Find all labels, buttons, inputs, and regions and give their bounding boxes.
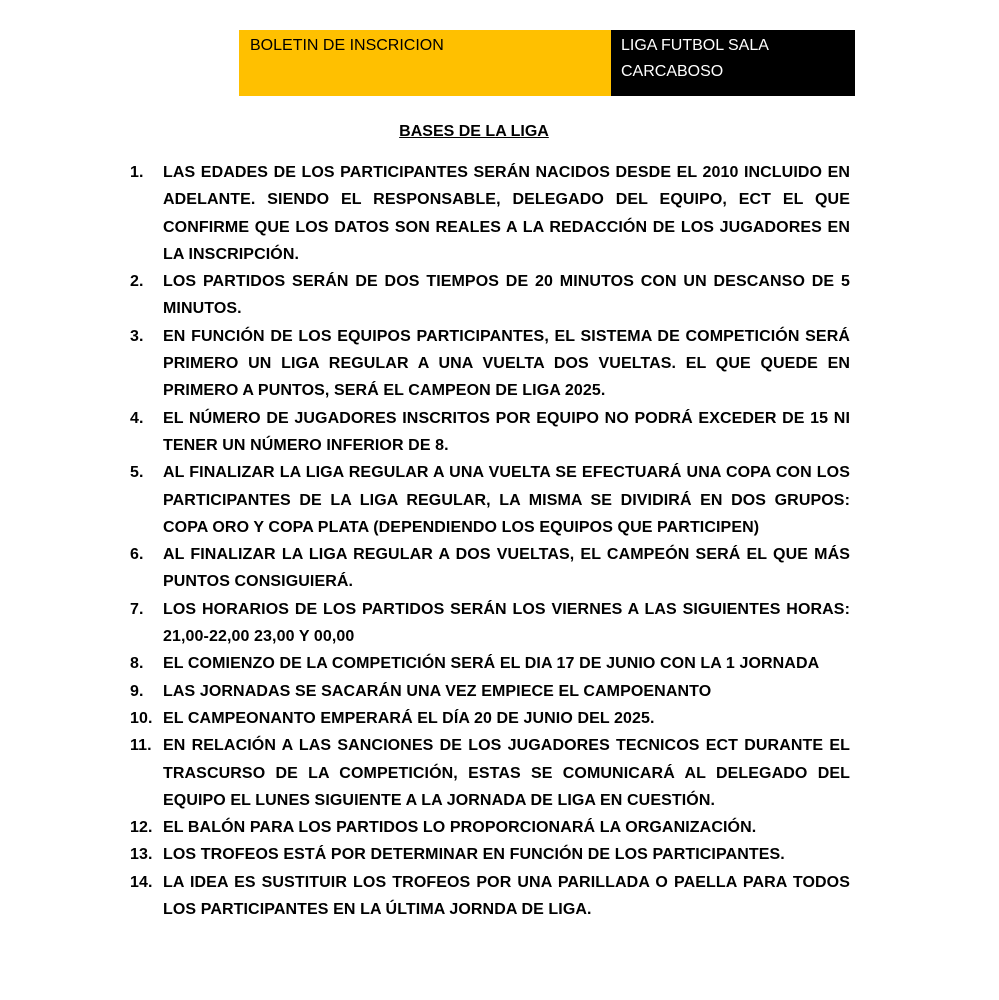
rule-number: 7. xyxy=(130,600,144,618)
rule-text: LA IDEA ES SUSTITUIR LOS TROFEOS POR UNA PARILLADA O PAELLA PARA TODOS LOS PARTICIPANTES EN LA ÚLTIMA JORNDA DE LIGA. xyxy=(163,873,850,919)
rule-text: LOS TROFEOS ESTÁ POR DETERMINAR EN FUNCIÓN DE LOS PARTICIPANTES. xyxy=(163,846,785,864)
rule-text: EL NÚMERO DE JUGADORES INSCRITOS POR EQUIPO NO PODRÁ EXCEDER DE 15 NI TENER UN NÚMERO INFERIOR DE 8. xyxy=(163,409,850,454)
league-name-label xyxy=(611,30,855,96)
rule-item xyxy=(130,869,850,924)
rule-number: 6. xyxy=(130,546,144,564)
rule-number: 3. xyxy=(130,327,144,345)
rule-item xyxy=(130,814,850,841)
rule-item xyxy=(130,841,850,868)
rule-text: EN FUNCIÓN DE LOS EQUIPOS PARTICIPANTES, EL SISTEMA DE COMPETICIÓN SERÁ PRIMERO UN LIGA REGULAR A UNA VUELTA DOS VUELTAS. EL QUE QUEDE EN PRIMERO A PUNTOS, SERÁ EL CAMPEON DE LIGA 2025. xyxy=(163,327,850,400)
rule-item xyxy=(130,459,850,541)
rule-number: 12. xyxy=(130,819,153,837)
registration-form-label xyxy=(239,30,611,96)
rule-number: 8. xyxy=(130,655,144,673)
rule-number: 13. xyxy=(130,846,153,864)
registration-form-text: BOLETIN DE INSCRICION xyxy=(250,37,444,54)
rule-item xyxy=(130,650,850,677)
rule-number: 2. xyxy=(130,273,144,291)
rule-number: 14. xyxy=(130,873,153,891)
rules-list xyxy=(130,159,850,923)
rule-item xyxy=(130,405,850,460)
rule-text: LAS EDADES DE LOS PARTICIPANTES SERÁN NACIDOS DESDE EL 2010 INCLUIDO EN ADELANTE. SIENDO EL RESPONSABLE, DELEGADO DEL EQUIPO, ECT EL QUE CONFIRME QUE LOS DATOS SON REALES A LA REDACCIÓN DE LOS JUGADORES EN LA INSCRIPCIÓN. xyxy=(163,164,850,263)
rule-number: 11. xyxy=(130,737,152,755)
rule-text: EL CAMPEONANTO EMPERARÁ EL DÍA 20 DE JUNIO DEL 2025. xyxy=(163,709,655,727)
rule-item xyxy=(130,678,850,705)
document-header xyxy=(239,30,855,96)
rule-number: 10. xyxy=(130,709,153,727)
rule-text: EL COMIENZO DE LA COMPETICIÓN SERÁ EL DIA 17 DE JUNIO CON LA 1 JORNADA xyxy=(163,655,820,673)
rule-item xyxy=(130,159,850,268)
rule-number: 9. xyxy=(130,682,144,700)
rule-text: AL FINALIZAR LA LIGA REGULAR A UNA VUELTA SE EFECTUARÁ UNA COPA CON LOS PARTICIPANTES DE LA LIGA REGULAR, LA MISMA SE DIVIDIRÁ EN DOS GRUPOS: COPA ORO Y COPA PLATA (DEPENDIENDO LOS EQUIPOS QUE PARTICIPEN) xyxy=(163,464,850,536)
rule-item xyxy=(130,596,850,651)
rule-text: LOS HORARIOS DE LOS PARTIDOS SERÁN LOS VIERNES A LAS SIGUIENTES HORAS: 21,00-22,00 23,00 Y 00,00 xyxy=(163,600,850,646)
rule-item xyxy=(130,323,850,405)
rule-text: EL BALÓN PARA LOS PARTIDOS LO PROPORCIONARÁ LA ORGANIZACIÓN. xyxy=(163,819,757,837)
league-name-line-1: LIGA FUTBOL SALA xyxy=(621,37,769,54)
rule-item xyxy=(130,541,850,596)
league-name-line-2: CARCABOSO xyxy=(621,63,724,80)
rule-item xyxy=(130,705,850,732)
rule-number: 1. xyxy=(130,164,144,181)
rule-text: AL FINALIZAR LA LIGA REGULAR A DOS VUELTAS, EL CAMPEÓN SERÁ EL QUE MÁS PUNTOS CONSIGUIERÁ. xyxy=(163,546,850,591)
rule-number: 5. xyxy=(130,464,144,482)
rule-text: LOS PARTIDOS SERÁN DE DOS TIEMPOS DE 20 MINUTOS CON UN DESCANSO DE 5 MINUTOS. xyxy=(163,273,850,318)
rule-number: 4. xyxy=(130,409,144,427)
page-title: BASES DE LA LIGA xyxy=(399,123,549,140)
rule-text: LAS JORNADAS SE SACARÁN UNA VEZ EMPIECE EL CAMPOENANTO xyxy=(163,682,712,700)
rule-item xyxy=(130,732,850,814)
rule-item xyxy=(130,268,850,323)
rule-text: EN RELACIÓN A LAS SANCIONES DE LOS JUGADORES TECNICOS ECT DURANTE EL TRASCURSO DE LA COMPETICIÓN, ESTAS SE COMUNICARÁ AL DELEGADO DEL EQUIPO EL LUNES SIGUIENTE A LA JORNADA DE LIGA EN CUESTIÓN. xyxy=(163,737,850,809)
